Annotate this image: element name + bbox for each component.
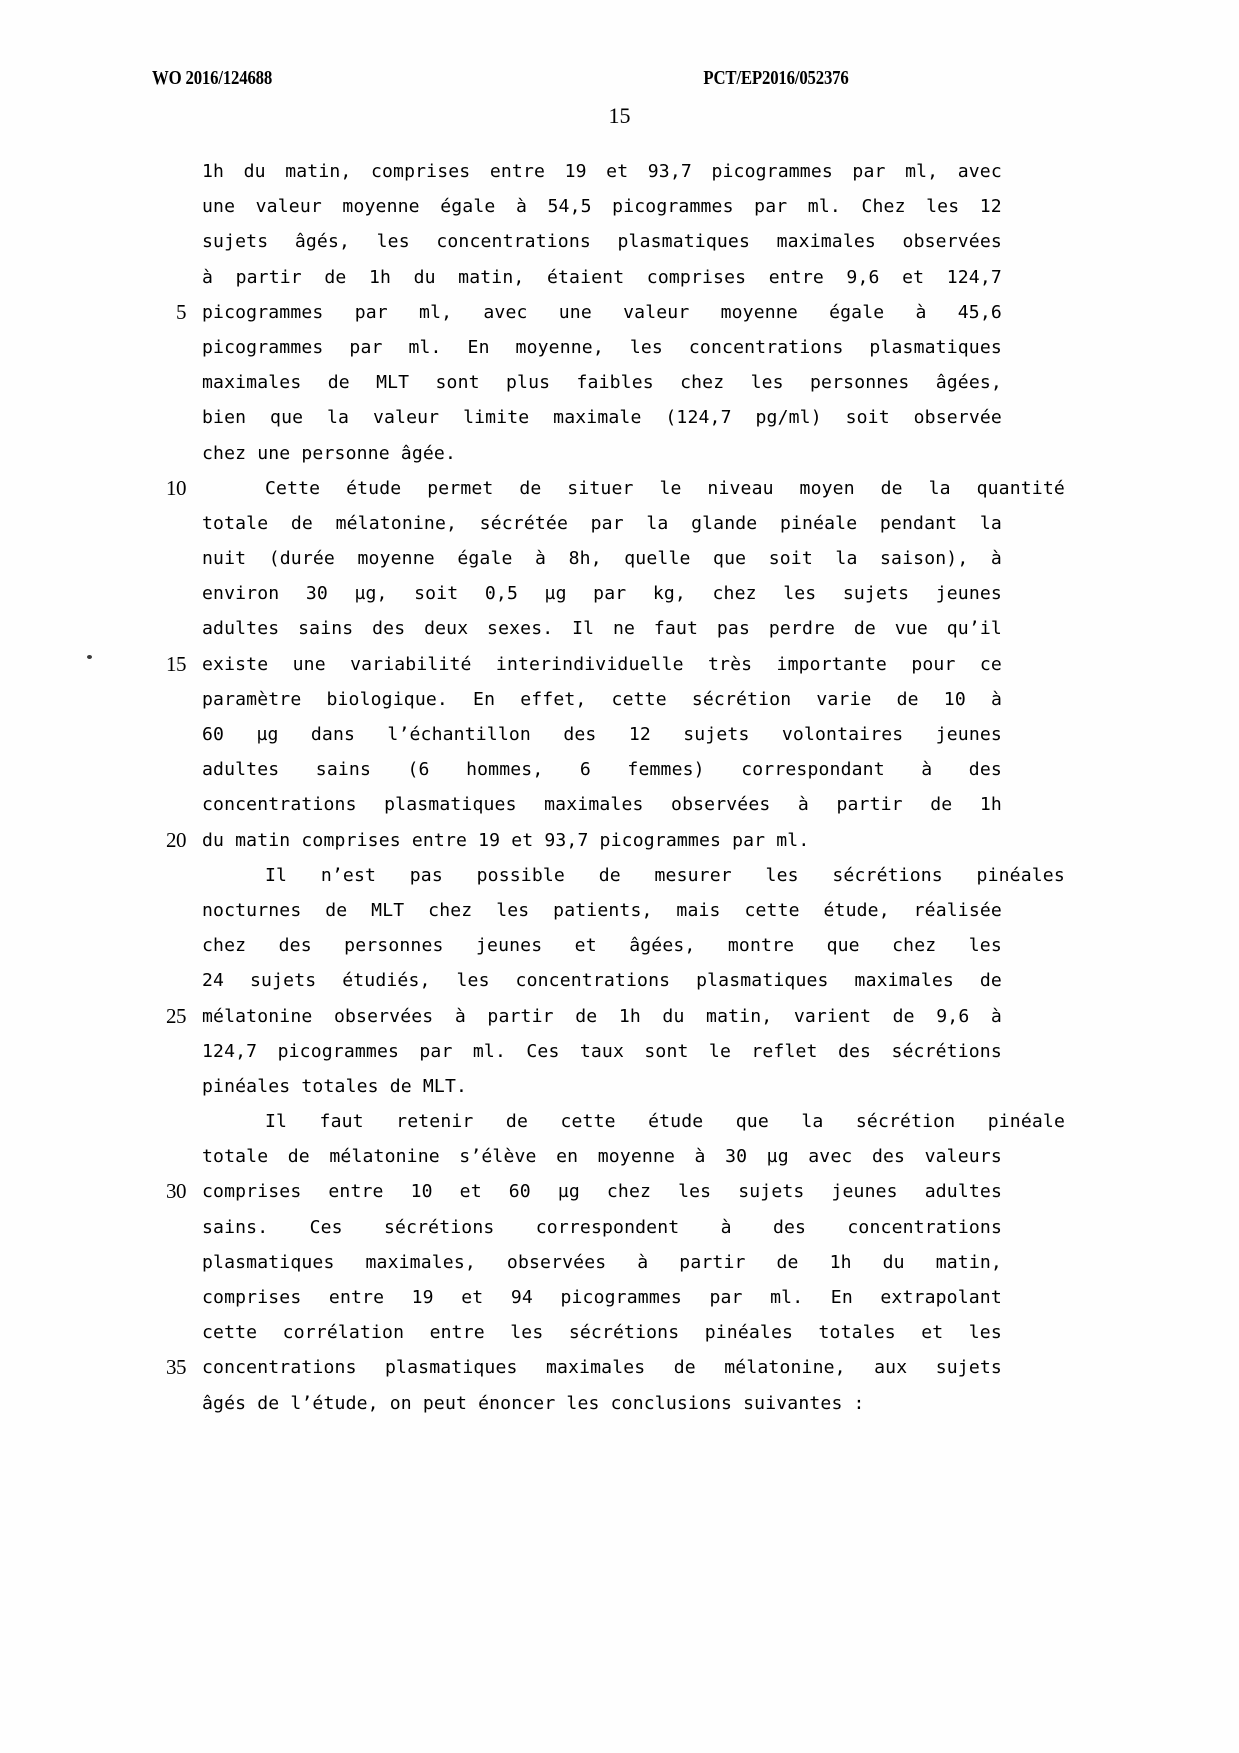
text-line	[140, 295, 1002, 330]
text-line	[140, 647, 1002, 682]
line-text: maximales de MLT sont plus faibles chez les personnes âgées,	[202, 372, 1002, 394]
line-number: 30	[166, 1179, 186, 1204]
application-number: PCT/EP2016/052376	[703, 68, 849, 89]
line-text: 1h du matin, comprises entre 19 et 93,7 picogrammes par ml, avec	[202, 161, 1002, 182]
line-text: mélatonine observées à partir de 1h du matin, varient de 9,6 à	[202, 1005, 1002, 1027]
line-text: cette corrélation entre les sécrétions pinéales totales et les	[202, 1322, 1002, 1344]
line-number: 5	[176, 299, 186, 324]
line-text: totale de mélatonine s’élève en moyenne à 30 µg avec des valeurs	[202, 1146, 1002, 1168]
line-text: paramètre biologique. En effet, cette sécrétion varie de 10 à	[202, 688, 1002, 710]
line-text: sujets âgés, les concentrations plasmatiques maximales observées	[202, 231, 1002, 253]
line-text: 124,7 picogrammes par ml. Ces taux sont le reflet des sécrétions	[202, 1040, 1002, 1062]
text-line	[140, 541, 1002, 576]
line-text: Il faut retenir de cette étude que la sécrétion pinéale	[265, 1111, 1065, 1133]
text-line	[140, 1386, 1002, 1421]
text-line	[140, 858, 1065, 893]
page-number: 15	[608, 103, 631, 128]
line-text: environ 30 µg, soit 0,5 µg par kg, chez les sujets jeunes	[202, 583, 1002, 605]
line-number: 15	[166, 651, 186, 676]
line-text: plasmatiques maximales, observées à partir de 1h du matin,	[202, 1251, 1002, 1273]
text-line	[140, 330, 1002, 365]
margin-mark-icon	[87, 655, 92, 659]
line-text: adultes sains des deux sexes. Il ne faut pas perdre de vue qu’il	[202, 618, 1002, 640]
text-line	[140, 1280, 1002, 1315]
line-text: comprises entre 10 et 60 µg chez les sujets jeunes adultes	[202, 1181, 1002, 1203]
line-text: adultes sains (6 hommes, 6 femmes) correspondant à des	[202, 759, 1002, 781]
text-line	[140, 471, 1065, 506]
publication-number: WO 2016/124688	[152, 68, 273, 89]
line-text: chez des personnes jeunes et âgées, montre que chez les	[202, 935, 1002, 957]
text-line	[140, 823, 1002, 858]
line-text: nocturnes de MLT chez les patients, mais cette étude, réalisée	[202, 899, 1002, 921]
text-line	[140, 611, 1002, 646]
text-line	[140, 963, 1002, 998]
text-line	[140, 928, 1002, 963]
line-text: âgés de l’étude, on peut énoncer les conclusions suivantes :	[202, 1392, 865, 1414]
line-text: du matin comprises entre 19 et 93,7 picogrammes par ml.	[202, 829, 810, 851]
text-line	[140, 1315, 1002, 1350]
line-text: concentrations plasmatiques maximales de mélatonine, aux sujets	[202, 1357, 1002, 1379]
line-text: une valeur moyenne égale à 54,5 picogrammes par ml. Chez les 12	[202, 196, 1002, 218]
line-number: 10	[166, 475, 186, 500]
line-number: 20	[166, 827, 186, 852]
line-text: Il n’est pas possible de mesurer les sécrétions pinéales	[265, 864, 1065, 886]
text-line	[140, 752, 1002, 787]
text-line	[140, 1139, 1002, 1174]
text-line	[140, 893, 1002, 928]
line-text: Cette étude permet de situer le niveau moyen de la quantité	[265, 477, 1065, 499]
text-line	[140, 154, 1002, 189]
line-number: 35	[166, 1355, 186, 1380]
text-line	[140, 1104, 1065, 1139]
text-line	[140, 787, 1002, 822]
line-text: picogrammes par ml. En moyenne, les concentrations plasmatiques	[202, 336, 1002, 358]
text-line	[140, 1034, 1002, 1069]
line-text: 60 µg dans l’échantillon des 12 sujets volontaires jeunes	[202, 724, 1002, 745]
line-text: chez une personne âgée.	[202, 442, 456, 464]
text-line	[140, 260, 1002, 295]
line-text: 24 sujets étudiés, les concentrations plasmatiques maximales de	[202, 970, 1002, 992]
line-number: 25	[166, 1003, 186, 1028]
text-line	[140, 1174, 1002, 1209]
text-line	[140, 506, 1002, 541]
line-text: picogrammes par ml, avec une valeur moyenne égale à 45,6	[202, 301, 1002, 323]
text-line	[140, 224, 1002, 259]
text-line	[140, 1069, 1002, 1104]
line-text: sains. Ces sécrétions correspondent à des concentrations	[202, 1216, 1002, 1238]
line-text: nuit (durée moyenne égale à 8h, quelle que soit la saison), à	[202, 548, 1002, 570]
text-line	[140, 682, 1002, 717]
text-line	[140, 365, 1002, 400]
text-line	[140, 1245, 1002, 1280]
text-line	[140, 717, 1002, 752]
line-text: existe une variabilité interindividuelle très importante pour ce	[202, 653, 1002, 675]
line-text: concentrations plasmatiques maximales observées à partir de 1h	[202, 794, 1002, 816]
text-line	[140, 576, 1002, 611]
page-header	[152, 68, 849, 90]
text-line	[140, 999, 1002, 1034]
text-line	[140, 400, 1002, 435]
line-text: comprises entre 19 et 94 picogrammes par ml. En extrapolant	[202, 1287, 1002, 1308]
line-text: pinéales totales de MLT.	[202, 1075, 468, 1097]
line-text: bien que la valeur limite maximale (124,7 pg/ml) soit observée	[202, 407, 1002, 429]
text-line	[140, 1350, 1002, 1385]
line-text: à partir de 1h du matin, étaient comprises entre 9,6 et 124,7	[202, 266, 1002, 288]
text-line	[140, 189, 1002, 224]
text-line	[140, 1210, 1002, 1245]
document-body	[140, 154, 1065, 1421]
text-line	[140, 436, 1002, 471]
line-text: totale de mélatonine, sécrétée par la glande pinéale pendant la	[202, 512, 1002, 534]
